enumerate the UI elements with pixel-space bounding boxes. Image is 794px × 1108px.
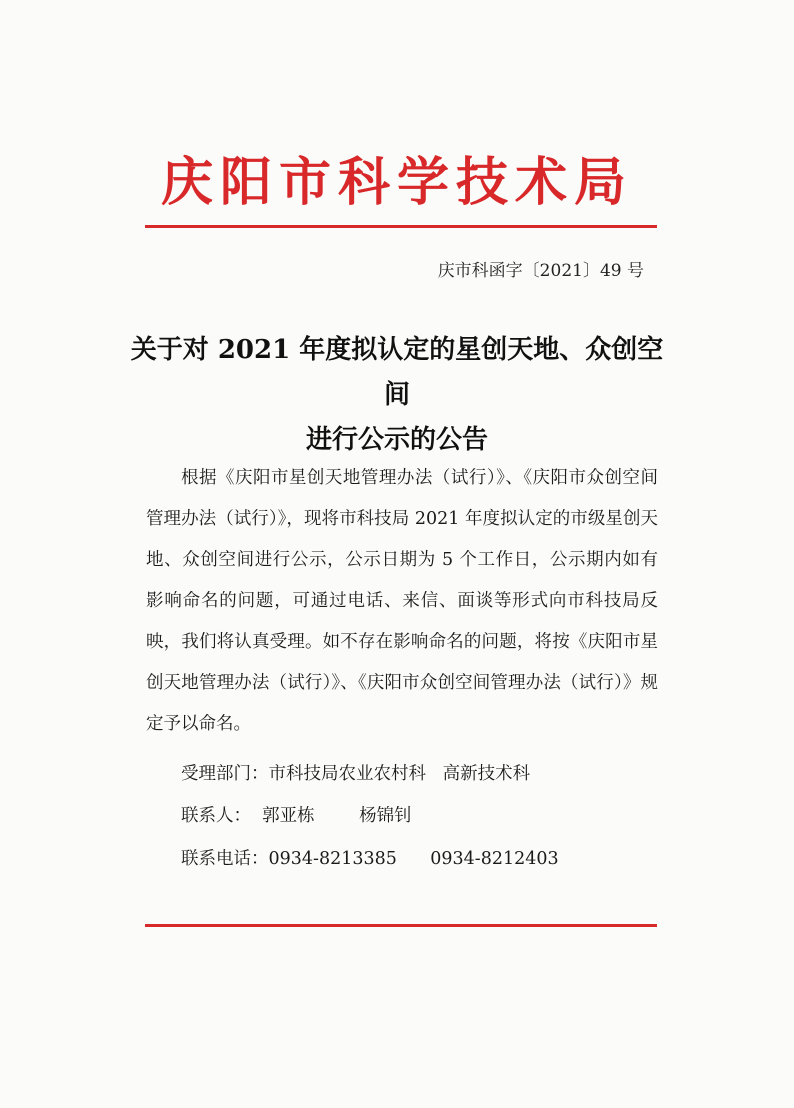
document-number: 庆市科函字〔2021〕49 号 xyxy=(437,261,644,281)
letterhead-title: 庆阳市科学技术局 xyxy=(160,153,633,213)
document-title xyxy=(120,328,674,463)
footer-divider xyxy=(145,924,657,927)
contact-phones: 联系电话：0934-8213385 0934-8212403 xyxy=(181,849,559,869)
contact-persons: 联系人： 郭亚栋 杨锦钊 xyxy=(181,806,412,826)
letterhead-divider xyxy=(145,225,657,228)
title-line-1: 关于对 2021 年度拟认定的星创天地、众创空间 xyxy=(130,335,664,410)
contact-department: 受理部门：市科技局农业农村科 高新技术科 xyxy=(181,764,531,784)
title-line-2: 进行公示的公告 xyxy=(305,425,488,455)
body-paragraph: 根据《庆阳市星创天地管理办法（试行）》、《庆阳市众创空间管理办法（试行）》，现将市科技局 2021 年度拟认定的市级星创天地、众创空间进行公示，公示日期为 5 个工作日，公示期内如有影响命名的问题，可通过电话、来信、面谈等形式向市科技局反映，我们将认真受理。如不存在影响命名的问题，将按《庆阳市星创天地管理办法（试行）》、《庆阳市众创空间管理办法（试行）》规定予以命名。 xyxy=(146,468,658,734)
